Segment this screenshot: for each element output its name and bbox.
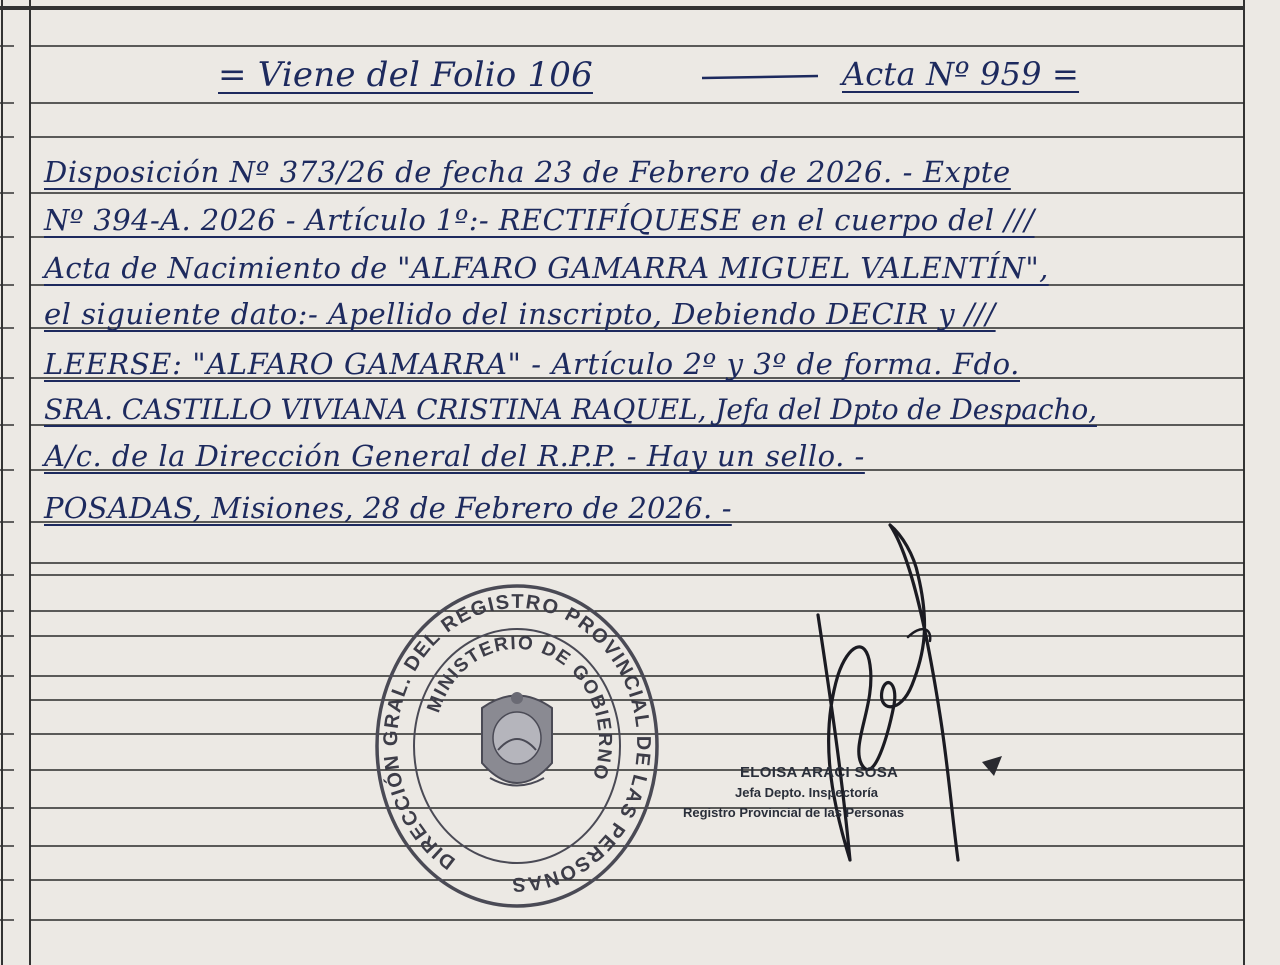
body-line-4: el siguiente dato:- Apellido del inscripto, Debiendo DECIR y /// [44, 297, 996, 331]
seal-outer-text: DIRECCIÓN GRAL. DEL REGISTRO PROVINCIAL DE LAS PERSONAS [379, 590, 655, 896]
body-line-7: A/c. de la Dirección General del R.P.P. - Hay un sello. - [44, 439, 865, 473]
signatory-office: Registro Provincial de las Personas [683, 805, 905, 820]
handwritten-signature [790, 515, 1010, 875]
body-line-1: Disposición Nº 373/26 de fecha 23 de Febrero de 2026. - Expte [44, 155, 1011, 189]
header-viene-del-folio: = Viene del Folio 106 [218, 55, 593, 95]
header-acta-number: Acta Nº 959 = [842, 55, 1080, 93]
signatory-title: Jefa Depto. Inspectoría [735, 785, 879, 800]
body-line-3: Acta de Nacimiento de "ALFARO GAMARRA MIGUEL VALENTÍN", [44, 251, 1049, 285]
header-dash [702, 76, 818, 78]
body-line-5: LEERSE: "ALFARO GAMARRA" - Artículo 2º y 3º de forma. Fdo. [44, 347, 1020, 381]
ink-mark [980, 752, 1010, 782]
seal-inner-text: MINISTERIO DE GOBIERNO [423, 632, 616, 784]
body-line-8: POSADAS, Misiones, 28 de Febrero de 2026. - [44, 491, 732, 525]
body-line-6: SRA. CASTILLO VIVIANA CRISTINA RAQUEL, Jefa del Dpto de Despacho, [44, 393, 1097, 426]
signatory-name: ELOISA ARACI SOSA [740, 764, 899, 781]
coat-of-arms-icon [482, 692, 552, 786]
body-line-2: Nº 394-A. 2026 - Artículo 1º:- RECTIFÍQUESE en el cuerpo del /// [44, 203, 1035, 237]
official-seal [362, 578, 672, 918]
